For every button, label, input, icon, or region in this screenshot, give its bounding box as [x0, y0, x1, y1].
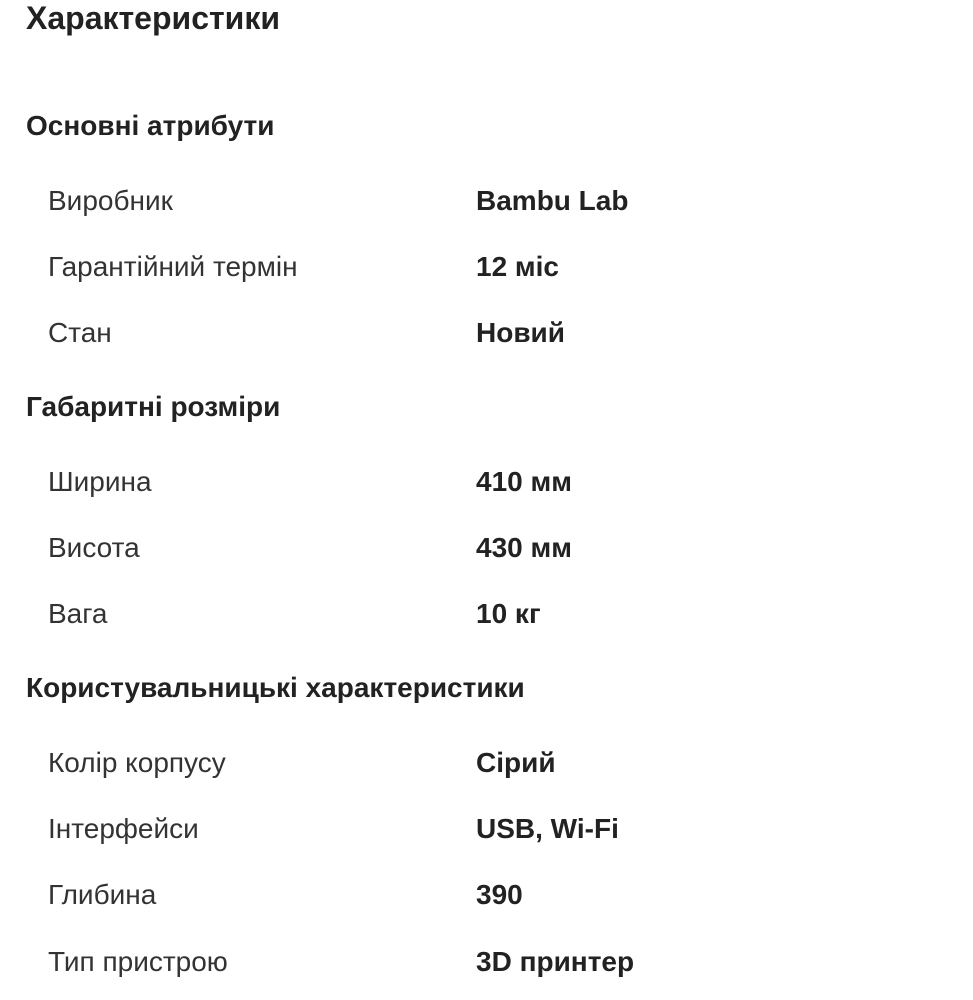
attribute-row-manufacturer [0, 181, 973, 221]
attribute-label: Вага [48, 598, 108, 629]
attribute-value: Сірий [476, 747, 556, 778]
attribute-row-weight [0, 594, 973, 634]
attribute-label: Тип пристрою [48, 946, 228, 977]
section-title: Основні атрибути [26, 110, 275, 141]
attribute-value: Bambu Lab [476, 185, 629, 216]
attribute-row-device-type [0, 942, 973, 982]
attribute-row-depth [0, 875, 973, 915]
section-title: Габаритні розміри [26, 391, 281, 422]
attribute-label: Ширина [48, 466, 152, 497]
attribute-value: USB, Wi-Fi [476, 813, 619, 844]
attribute-label: Висота [48, 532, 140, 563]
attribute-value: 12 міс [476, 251, 559, 282]
section-title: Користувальницькі характеристики [26, 672, 525, 703]
attribute-label: Колір корпусу [48, 747, 226, 778]
attribute-label: Глибина [48, 879, 157, 910]
attribute-label: Інтерфейси [48, 813, 199, 844]
attribute-row-height [0, 528, 973, 568]
attribute-value: 410 мм [476, 466, 572, 497]
attribute-label: Виробник [48, 185, 173, 216]
attribute-row-interfaces [0, 809, 973, 849]
attribute-row-condition [0, 313, 973, 353]
attribute-value: Новий [476, 317, 565, 348]
attribute-value: 3D принтер [476, 946, 635, 977]
attribute-label: Стан [48, 317, 112, 348]
attribute-label: Гарантійний термін [48, 251, 298, 282]
attribute-row-width [0, 462, 973, 502]
attribute-value: 390 [476, 879, 523, 910]
attribute-row-body-color [0, 743, 973, 783]
attribute-row-warranty [0, 247, 973, 287]
attribute-value: 10 кг [476, 598, 541, 629]
attribute-value: 430 мм [476, 532, 572, 563]
page-title: Характеристики [26, 0, 281, 36]
